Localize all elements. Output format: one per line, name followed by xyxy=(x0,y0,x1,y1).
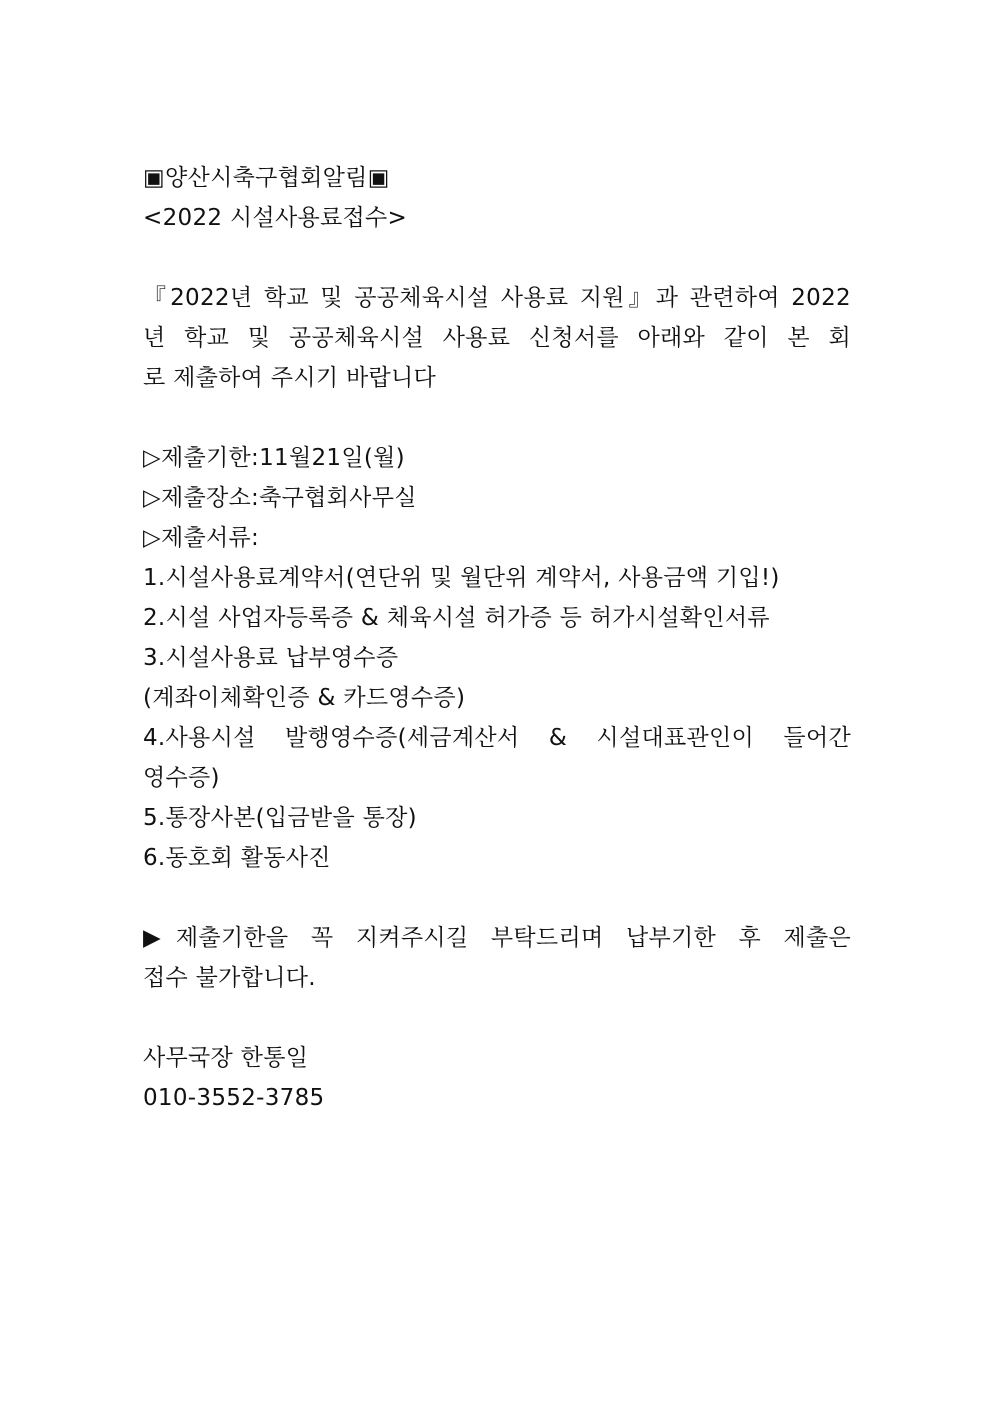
document-item-6: 6.동호회 활동사진 xyxy=(143,845,331,871)
spacer xyxy=(143,398,851,438)
intro-line-3: 로 제출하여 주시기 바랍니다 xyxy=(143,365,437,391)
document-item-1: 1.시설사용료계약서(연단위 및 월단위 계약서, 사용금액 기입!) xyxy=(143,565,780,591)
contact-name: 사무국장 한통일 xyxy=(143,1045,309,1071)
notice-line-1: ▶제출기한을 꼭 지켜주시길 부탁드리며 납부기한 후 제출은 xyxy=(143,925,851,951)
document-item-2: 2.시설 사업자등록증 & 체육시설 허가증 등 허가시설확인서류 xyxy=(143,605,770,631)
document-item-4: 4.사용시설 발행영수증(세금계산서 & 시설대표관인이 들어간 xyxy=(143,725,851,751)
document-item-5: 5.통장사본(입금받을 통장) xyxy=(143,805,417,831)
notice-subtitle: <2022 시설사용료접수> xyxy=(143,205,408,231)
intro-line-1: 『2022년 학교 및 공공체육시설 사용료 지원』과 관련하여 2022 xyxy=(143,285,851,311)
spacer xyxy=(143,998,851,1038)
submission-place: ▷제출장소:축구협회사무실 xyxy=(143,485,417,511)
document-item-4-continued: 영수증) xyxy=(143,765,220,791)
submission-deadline: ▷제출기한:11월21일(월) xyxy=(143,445,405,471)
document-item-3: 3.시설사용료 납부영수증 xyxy=(143,645,399,671)
notice-line-2: 접수 불가합니다. xyxy=(143,965,316,991)
spacer xyxy=(143,238,851,278)
contact-phone: 010-3552-3785 xyxy=(143,1085,325,1111)
spacer xyxy=(143,878,851,918)
document-item-3-detail: (계좌이체확인증 & 카드영수증) xyxy=(143,685,466,711)
document-page xyxy=(143,158,851,1118)
intro-line-2: 년 학교 및 공공체육시설 사용료 신청서를 아래와 같이 본 회 xyxy=(143,325,851,351)
notice-title: ▣양산시축구협회알림▣ xyxy=(143,165,390,191)
submission-documents-label: ▷제출서류: xyxy=(143,525,260,551)
